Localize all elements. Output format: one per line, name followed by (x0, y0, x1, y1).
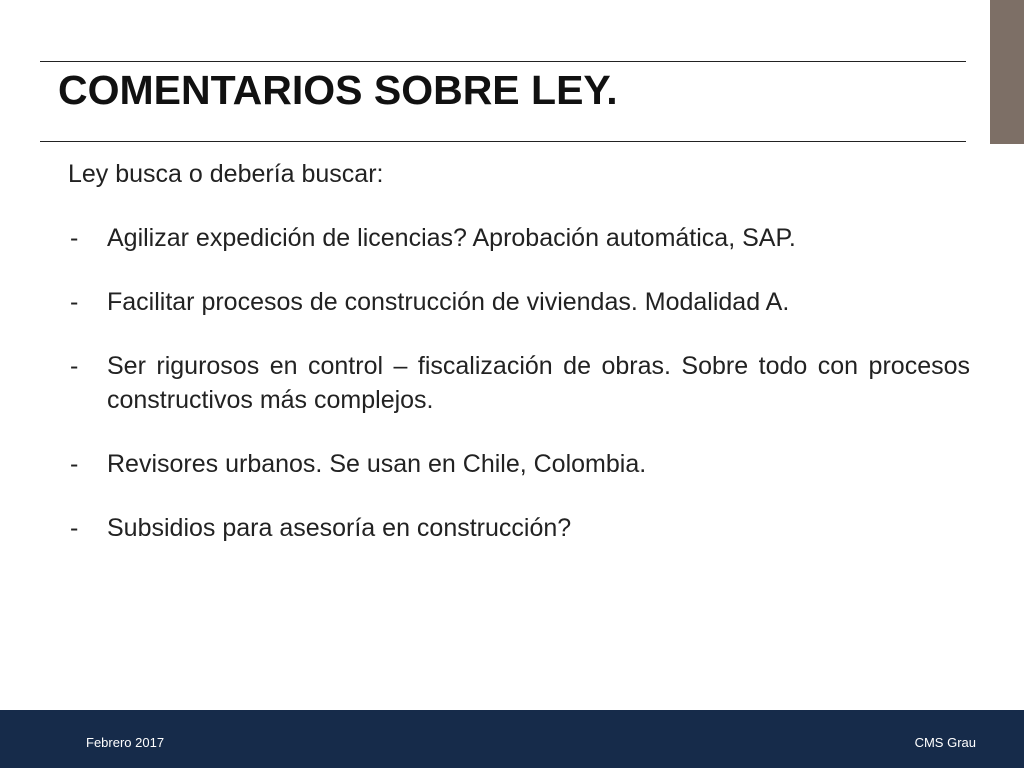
footer-bar (0, 710, 1024, 768)
bullet-list (68, 221, 970, 545)
accent-bar (990, 0, 1024, 144)
footer-company: CMS Grau (914, 735, 976, 750)
bullet-text: Revisores urbanos. Se usan en Chile, Colombia. (107, 450, 647, 478)
bullet-text: Facilitar procesos de construcción de viviendas. Modalidad A. (107, 288, 790, 316)
bullet-item (68, 221, 970, 255)
title-top-rule (40, 61, 966, 62)
slide-content (68, 157, 970, 575)
bullet-dash: - (70, 224, 79, 252)
bullet-item (68, 349, 970, 417)
bullet-text: Ser rigurosos en control – fiscalización de obras. Sobre todo con procesos constructivos más complejos. (107, 352, 970, 414)
slide-title: COMENTARIOS SOBRE LEY. (58, 67, 618, 113)
bullet-dash: - (70, 288, 79, 316)
bullet-item (68, 511, 970, 545)
bullet-item (68, 285, 970, 319)
bullet-dash: - (70, 514, 79, 542)
footer-date: Febrero 2017 (86, 735, 165, 750)
intro-text: Ley busca o debería buscar: (68, 160, 384, 188)
bullet-dash: - (70, 450, 79, 478)
title-bottom-rule (40, 141, 966, 142)
bullet-text: Subsidios para asesoría en construcción? (107, 514, 572, 542)
bullet-item (68, 447, 970, 481)
bullet-text: Agilizar expedición de licencias? Aprobación automática, SAP. (107, 224, 796, 252)
bullet-dash: - (70, 352, 79, 380)
